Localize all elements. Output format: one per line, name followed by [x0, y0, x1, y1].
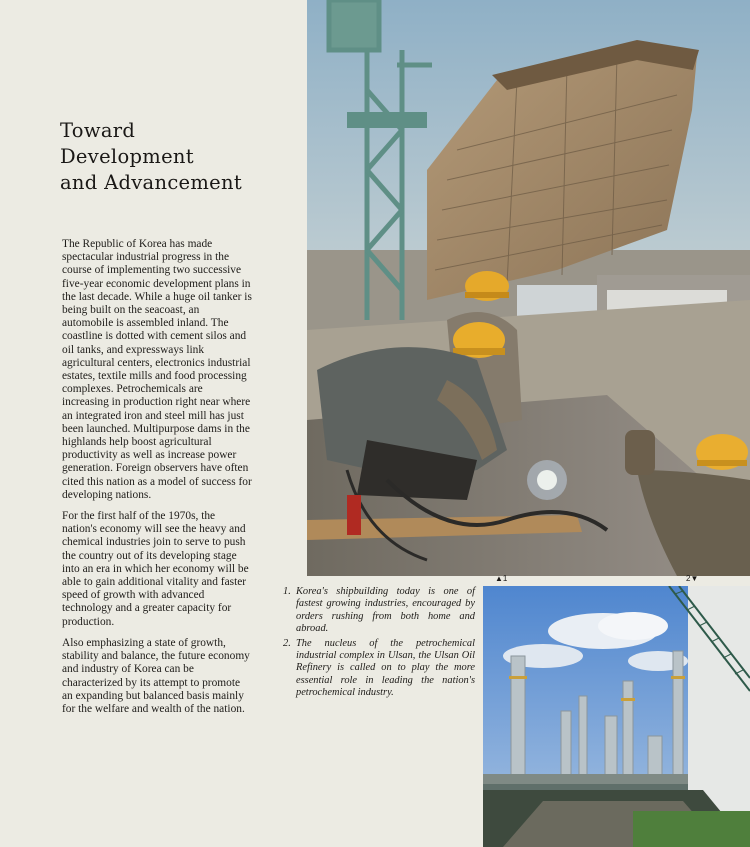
refinery-photo: [483, 586, 750, 847]
photo-captions: [283, 586, 475, 702]
photo-1-marker: ▲1: [495, 574, 508, 583]
paragraph-1: The Republic of Korea has made spectacular industrial progress in the course of implementing two successive five-year economic development plans in the last decade. While a huge oil tanker is being built on the seacoast, an automobile is assembled inland. The coastline is dotted with cement silos and oil tanks, and expressways link agricultural centers, electronics industrial estates, textile mills and food processing complexes. Petrochemicals are increasing in production right near where an integrated iron and steel mill has just been launched. Multipurpose dams in the highlands help boost agricultural productivity as well as increase power generation. Foreign observers have often cited this nation as a model of success for developing nations.: [62, 238, 252, 501]
caption-1: [283, 586, 475, 636]
refinery-illustration: [483, 586, 750, 847]
caption-2-text: The nucleus of the petrochemical industrial complex in Ulsan, the Ulsan Oil Refinery is called on to play the more essential role in leading the nation's petrochemical industry.: [296, 637, 475, 699]
caption-2-number: 2.: [283, 637, 291, 649]
shipbuilding-illustration: [307, 0, 750, 576]
caption-1-text: Korea's shipbuilding today is one of fastest growing industries, encouraged by orders rushing from both home and abroad.: [296, 586, 475, 635]
shipbuilding-photo: [307, 0, 750, 576]
caption-1-number: 1.: [283, 586, 291, 597]
title-line-1: Toward: [60, 119, 136, 142]
page-title: [60, 118, 290, 196]
photo-2-marker: 2▼: [686, 574, 699, 583]
article-body: [62, 238, 252, 724]
paragraph-3: Also emphasizing a state of growth, stability and balance, the future economy and industry of Korea can be characterized by its attempt to promote an expanding but balanced basis mainly for the welfare and wealth of the nation.: [62, 636, 250, 715]
title-line-3: and Advancement: [60, 171, 243, 194]
title-line-2: Development: [60, 145, 194, 168]
paragraph-2: For the first half of the 1970s, the nation's economy will see the heavy and chemical industries join to serve to push the country out of its developing stage into an era in which her economy will be able to gain additional vitality and faster speed of growth with advanced technology and a greater capacity for production.: [62, 510, 249, 628]
caption-2: [283, 638, 475, 700]
